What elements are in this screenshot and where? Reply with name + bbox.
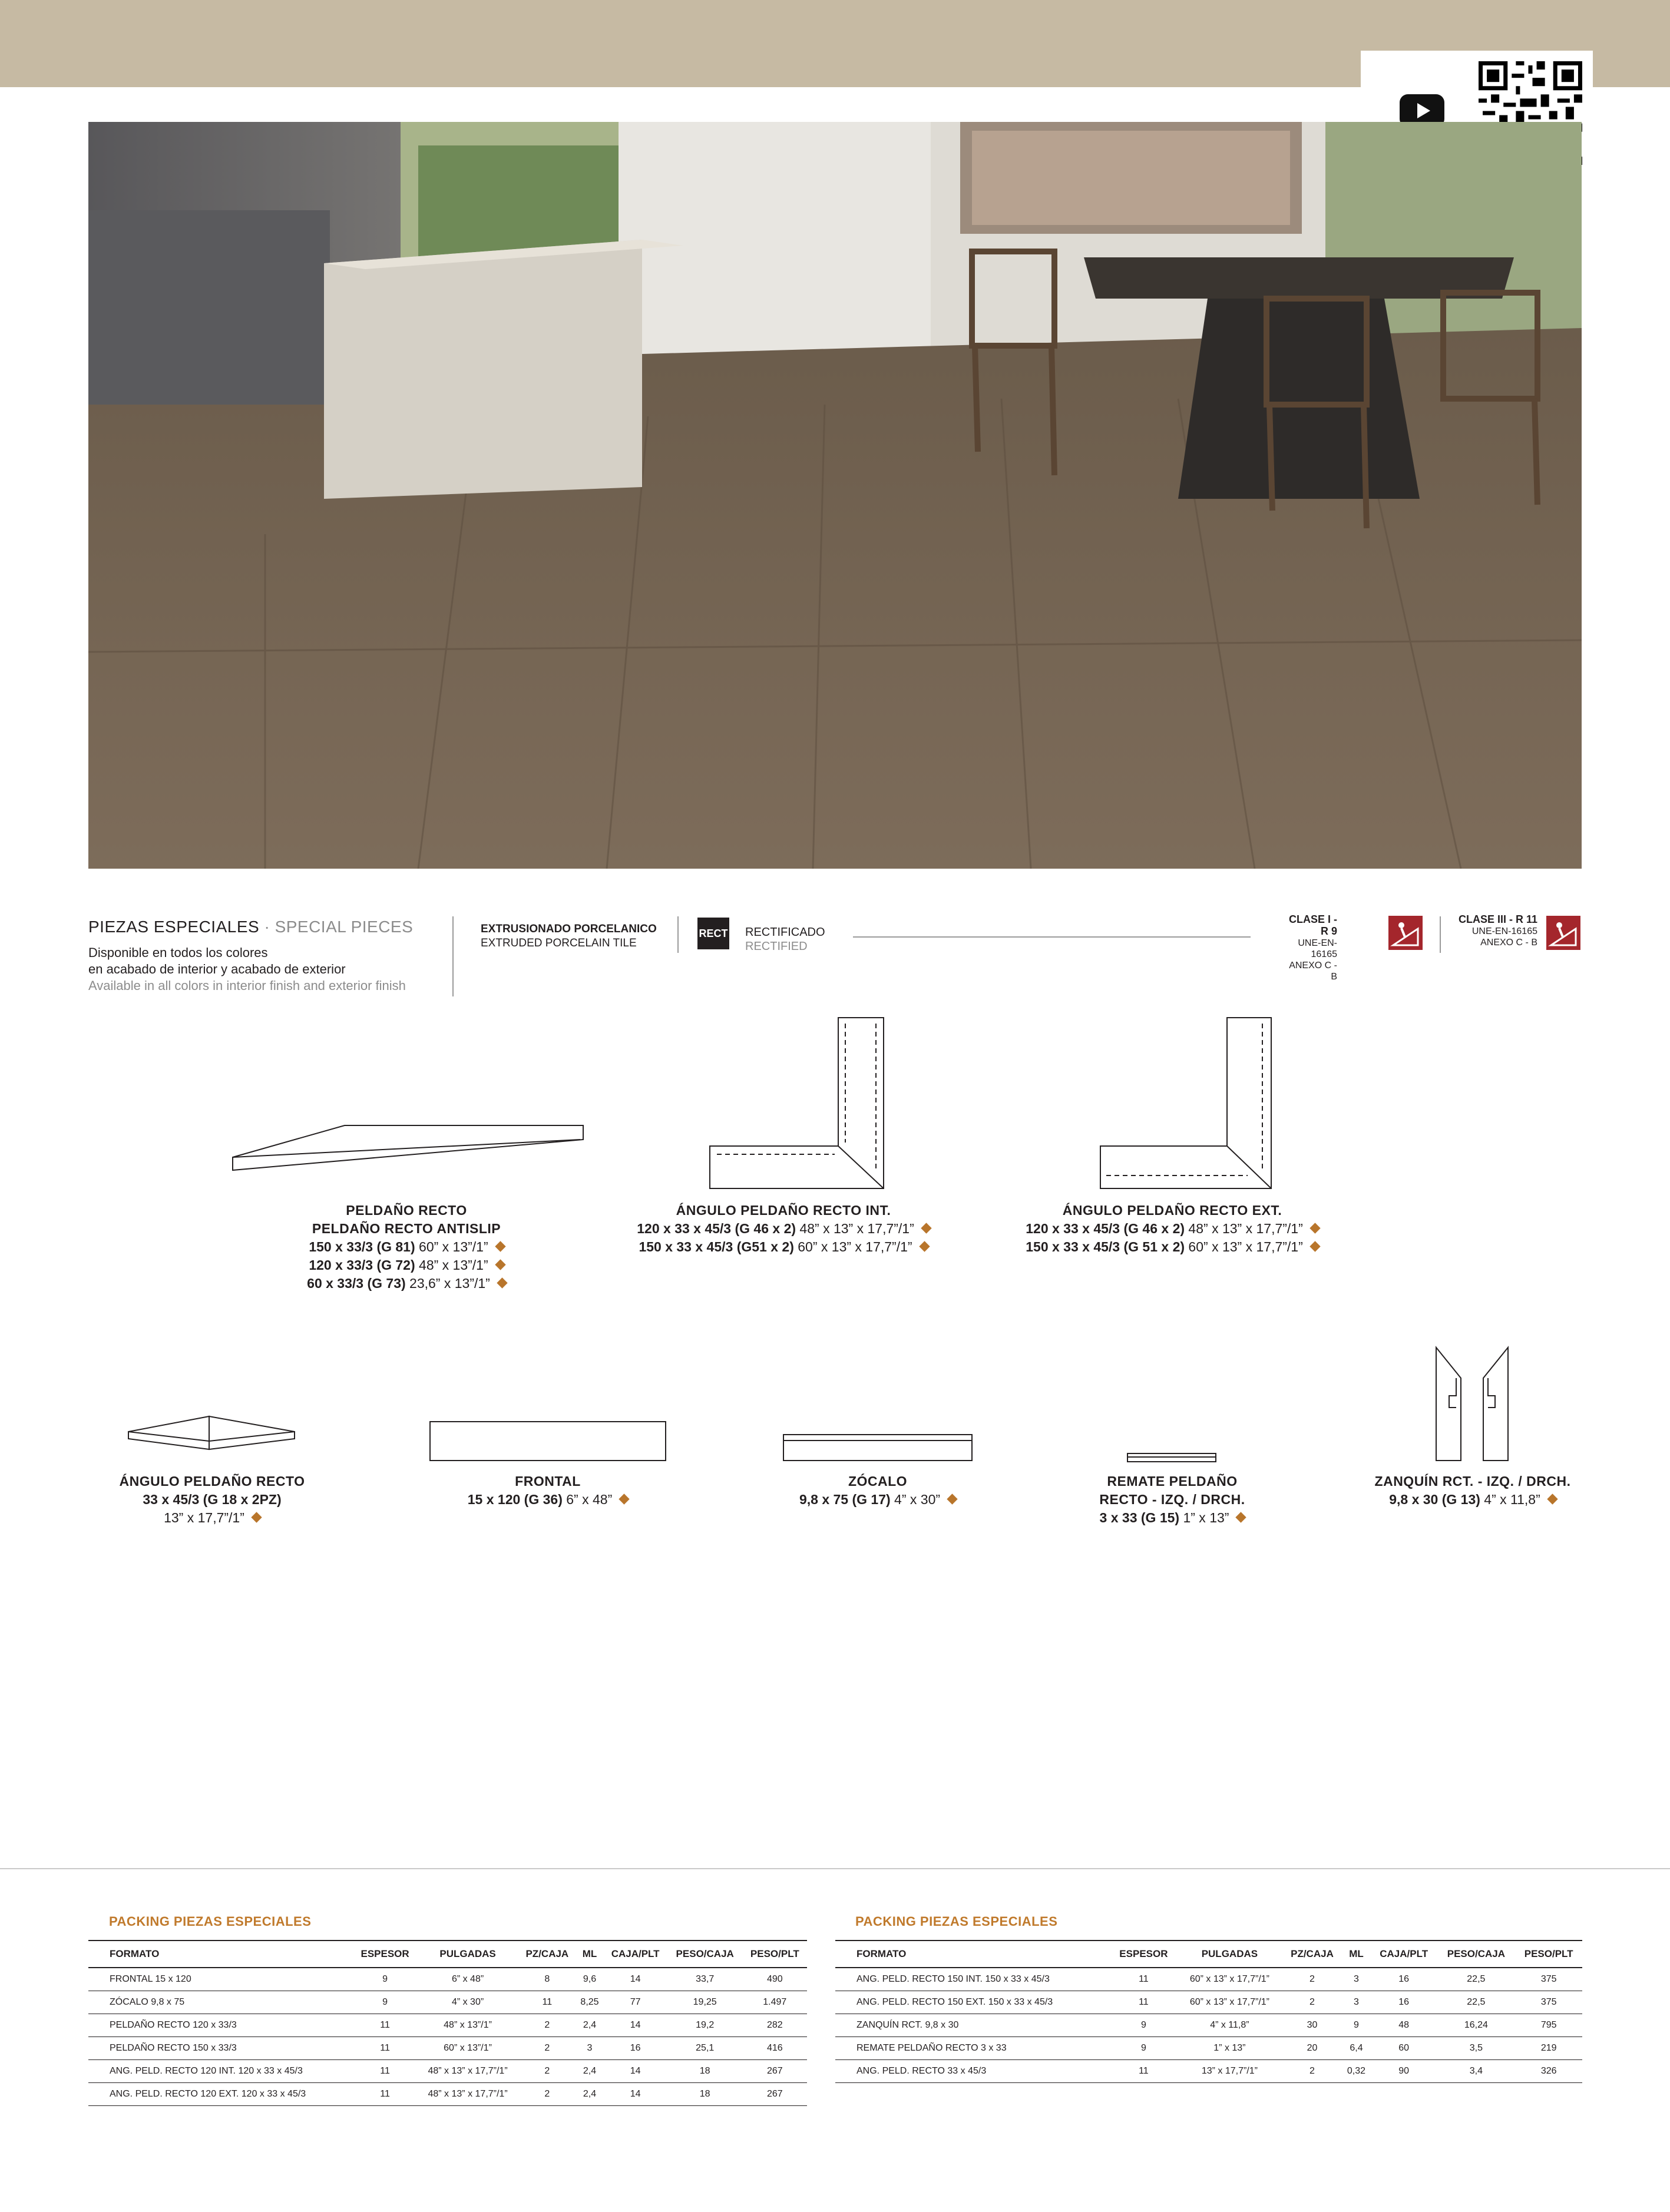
table-cell: 77 — [604, 1991, 667, 2014]
table-cell: 2 — [1282, 1991, 1342, 2014]
angulo-recto-drawing — [124, 1410, 300, 1458]
remate-drawing — [1126, 1452, 1218, 1464]
piece-dim — [730, 1491, 1025, 1509]
diamond-icon — [1547, 1494, 1557, 1505]
zocalo-drawing — [782, 1433, 974, 1463]
piece-dim-cm: 120 x 33 x 45/3 (G 46 x 2) — [1026, 1221, 1185, 1236]
clase1-annex: ANEXO C - B — [1289, 961, 1337, 982]
piece-dim-in: 13” x 17,7”/1” — [164, 1510, 244, 1525]
table-row — [835, 1968, 1582, 1991]
table-cell: 30 — [1282, 2014, 1342, 2037]
rect-badge: RECT — [697, 918, 729, 949]
column-header: FORMATO — [835, 1941, 1110, 1968]
piece-remate — [1025, 1472, 1320, 1527]
piece-dim — [619, 1238, 948, 1256]
clase3-norm: UNE-EN-16165 — [1471, 926, 1537, 936]
diamond-icon — [921, 1223, 931, 1234]
piece-dim-in: 1” x 13” — [1179, 1510, 1229, 1525]
column-header: PESO/PLT — [743, 1941, 807, 1968]
table-cell: 60 — [1371, 2037, 1437, 2060]
packing-table-right — [835, 1940, 1582, 2083]
table-cell: 14 — [604, 2083, 667, 2106]
piece-angulo-recto — [59, 1472, 365, 1527]
piece-zanquin — [1314, 1472, 1632, 1509]
extruded-es: EXTRUSIONADO PORCELANICO — [481, 923, 657, 935]
piece-dim — [259, 1256, 554, 1274]
table-cell: 11 — [1110, 1991, 1177, 2014]
piece-dim-cm: 60 x 33/3 (G 73) — [307, 1276, 406, 1291]
piece-dim-cm: 15 x 120 (G 36) — [467, 1492, 563, 1507]
table-cell: 2 — [518, 2060, 576, 2083]
zanquin-drawing — [1431, 1343, 1514, 1463]
table-cell: 8 — [518, 1968, 576, 1991]
table-cell: 3,5 — [1437, 2037, 1515, 2060]
table-cell: 19,25 — [667, 1991, 743, 2014]
column-header: ESPESOR — [1110, 1941, 1177, 1968]
header-rule — [853, 936, 1251, 938]
column-header: ML — [576, 1941, 603, 1968]
rectified-en: RECTIFIED — [745, 940, 808, 953]
table-cell: 33,7 — [667, 1968, 743, 1991]
table-cell: 14 — [604, 2060, 667, 2083]
piece-dim-in: 6” x 48” — [562, 1492, 613, 1507]
table-cell: 11 — [353, 2083, 417, 2106]
table-cell: 2,4 — [576, 2014, 603, 2037]
table-cell: 22,5 — [1437, 1968, 1515, 1991]
piece-name: REMATE PELDAÑO — [1107, 1473, 1238, 1489]
piece-dim — [1007, 1220, 1337, 1238]
piece-peldano-recto — [259, 1201, 554, 1293]
table-cell: ANG. PELD. RECTO 120 EXT. 120 x 33 x 45/3 — [88, 2083, 353, 2106]
piece-name: ZÓCALO — [848, 1473, 908, 1489]
table-cell: 60” x 13” x 17,7”/1” — [1177, 1968, 1282, 1991]
piece-dim — [1025, 1509, 1320, 1527]
piece-angulo-int — [619, 1201, 948, 1256]
table-cell: 16,24 — [1437, 2014, 1515, 2037]
table-cell: 9 — [1110, 2014, 1177, 2037]
packing-title-right: PACKING PIEZAS ESPECIALES — [855, 1914, 1058, 1929]
piece-dim-in: 60” x 13”/1” — [415, 1239, 488, 1254]
table-cell: 48” x 13” x 17,7”/1” — [417, 2083, 518, 2106]
piece-dim-in: 4” x 30” — [890, 1492, 941, 1507]
table-cell: 14 — [604, 2014, 667, 2037]
table-cell: ANG. PELD. RECTO 150 EXT. 150 x 33 x 45/3 — [835, 1991, 1110, 2014]
table-cell: 48” x 13”/1” — [417, 2014, 518, 2037]
piece-name: RECTO - IZQ. / DRCH. — [1099, 1492, 1245, 1507]
piece-dim-in: 48” x 13”/1” — [415, 1257, 488, 1273]
table-cell: 3 — [576, 2037, 603, 2060]
table-cell: 20 — [1282, 2037, 1342, 2060]
slip-class-3 — [1443, 914, 1537, 948]
table-cell: 16 — [604, 2037, 667, 2060]
piece-dim-cm: 3 x 33 (G 15) — [1099, 1510, 1180, 1525]
table-cell: 11 — [1110, 1968, 1177, 1991]
table-cell: 25,1 — [667, 2037, 743, 2060]
angulo-ext-drawing — [1094, 1012, 1283, 1194]
section-title — [88, 918, 413, 936]
table-cell: 13” x 17,7”/1” — [1177, 2060, 1282, 2083]
clase3-title: CLASE III - R 11 — [1458, 913, 1537, 925]
table-row — [88, 1991, 807, 2014]
table-cell: 490 — [743, 1968, 807, 1991]
table-header-row — [88, 1941, 807, 1968]
slip-resistance-icon — [1388, 916, 1423, 950]
table-cell: 11 — [353, 2060, 417, 2083]
diamond-icon — [1309, 1241, 1320, 1252]
diamond-icon — [495, 1241, 505, 1252]
packing-table-left — [88, 1940, 807, 2106]
table-cell: REMATE PELDAÑO RECTO 3 x 33 — [835, 2037, 1110, 2060]
diamond-icon — [947, 1494, 957, 1505]
piece-dim — [59, 1491, 365, 1509]
table-cell: 219 — [1515, 2037, 1582, 2060]
packing-title-left: PACKING PIEZAS ESPECIALES — [109, 1914, 312, 1929]
piece-dim-cm: 150 x 33 x 45/3 (G51 x 2) — [639, 1239, 794, 1254]
table-cell: 6” x 48” — [417, 1968, 518, 1991]
table-row — [88, 2083, 807, 2106]
availability-note — [88, 945, 442, 994]
table-cell: 6,4 — [1342, 2037, 1371, 2060]
table-cell: 8,25 — [576, 1991, 603, 2014]
piece-name: FRONTAL — [515, 1473, 581, 1489]
section-title-es: PIEZAS ESPECIALES — [88, 918, 260, 936]
piece-dim-in: 48” x 13” x 17,7”/1” — [1185, 1221, 1303, 1236]
column-header: ML — [1342, 1941, 1371, 1968]
table-cell: 4” x 11,8” — [1177, 2014, 1282, 2037]
piece-dim-in: 60” x 13” x 17,7”/1” — [793, 1239, 912, 1254]
table-cell: 1” x 13” — [1177, 2037, 1282, 2060]
piece-dim-in: 48” x 13” x 17,7”/1” — [796, 1221, 914, 1236]
piece-dim-cm: 120 x 33/3 (G 72) — [309, 1257, 415, 1273]
piece-dim-cm: 33 x 45/3 (G 18 x 2PZ) — [143, 1492, 282, 1507]
table-cell: 2 — [518, 2083, 576, 2106]
piece-dim — [59, 1509, 365, 1527]
piece-dim — [1007, 1238, 1337, 1256]
table-cell: 4” x 30” — [417, 1991, 518, 2014]
extruded-en: EXTRUDED PORCELAIN TILE — [481, 937, 637, 949]
table-cell: ANG. PELD. RECTO 120 INT. 120 x 33 x 45/3 — [88, 2060, 353, 2083]
table-cell: 267 — [743, 2060, 807, 2083]
table-row — [88, 2060, 807, 2083]
clase1-title: CLASE I - R 9 — [1288, 913, 1337, 937]
table-cell: FRONTAL 15 x 120 — [88, 1968, 353, 1991]
table-cell: ZANQUÍN RCT. 9,8 x 30 — [835, 2014, 1110, 2037]
table-cell: ANG. PELD. RECTO 150 INT. 150 x 33 x 45/3 — [835, 1968, 1110, 1991]
vertical-divider — [1440, 916, 1441, 953]
table-cell: PELDAÑO RECTO 120 x 33/3 — [88, 2014, 353, 2037]
table-cell: 11 — [353, 2037, 417, 2060]
peldano-recto-drawing — [227, 1122, 592, 1175]
piece-name: PELDAÑO RECTO — [346, 1203, 467, 1218]
table-cell: 48” x 13” x 17,7”/1” — [417, 2060, 518, 2083]
table-cell: 9,6 — [576, 1968, 603, 1991]
table-cell: 282 — [743, 2014, 807, 2037]
table-cell: ZÓCALO 9,8 x 75 — [88, 1991, 353, 2014]
interior-scene — [88, 122, 1582, 869]
column-header: PULGADAS — [417, 1941, 518, 1968]
extruded-label — [481, 922, 657, 951]
piece-name: ZANQUÍN RCT. - IZQ. / DRCH. — [1374, 1473, 1571, 1489]
table-cell: 375 — [1515, 1991, 1582, 2014]
column-header: CAJA/PLT — [1371, 1941, 1437, 1968]
vertical-divider — [677, 916, 679, 953]
table-cell: 1.497 — [743, 1991, 807, 2014]
table-cell: 2 — [1282, 1968, 1342, 1991]
piece-dim — [1314, 1491, 1632, 1509]
frontal-drawing — [429, 1420, 668, 1463]
table-cell: 16 — [1371, 1968, 1437, 1991]
table-row — [835, 2014, 1582, 2037]
table-cell: 60” x 13”/1” — [417, 2037, 518, 2060]
table-cell: 11 — [353, 2014, 417, 2037]
table-header-row — [835, 1941, 1582, 1968]
table-cell: 326 — [1515, 2060, 1582, 2083]
diamond-icon — [619, 1494, 630, 1505]
table-cell: 9 — [1110, 2037, 1177, 2060]
table-cell: ANG. PELD. RECTO 33 x 45/3 — [835, 2060, 1110, 2083]
piece-frontal — [401, 1472, 695, 1509]
angulo-int-drawing — [704, 1012, 892, 1194]
piece-angulo-ext — [1007, 1201, 1337, 1256]
table-cell: 14 — [604, 1968, 667, 1991]
table-cell: 3 — [1342, 1991, 1371, 2014]
slip-class-1 — [1284, 914, 1337, 982]
diamond-icon — [497, 1278, 507, 1289]
piece-dim-in: 23,6” x 13”/1” — [405, 1276, 490, 1291]
footer-rule — [0, 1868, 1670, 1869]
diamond-icon — [1309, 1223, 1320, 1234]
table-cell: 19,2 — [667, 2014, 743, 2037]
table-row — [88, 2014, 807, 2037]
table-cell: 9 — [353, 1991, 417, 2014]
diamond-icon — [919, 1241, 930, 1252]
table-cell: 11 — [518, 1991, 576, 2014]
slip-resistance-icon — [1546, 916, 1580, 950]
table-cell: 60” x 13” x 17,7”/1” — [1177, 1991, 1282, 2014]
table-cell: 18 — [667, 2083, 743, 2106]
table-cell: 416 — [743, 2037, 807, 2060]
rectified-es: RECTIFICADO — [745, 926, 825, 939]
column-header: CAJA/PLT — [604, 1941, 667, 1968]
vertical-divider — [452, 916, 454, 996]
section-title-en: SPECIAL PIECES — [275, 918, 414, 936]
table-cell: 2,4 — [576, 2083, 603, 2106]
clase3-annex: ANEXO C - B — [1480, 938, 1537, 948]
table-cell: 375 — [1515, 1968, 1582, 1991]
piece-dim — [619, 1220, 948, 1238]
column-header: PESO/CAJA — [1437, 1941, 1515, 1968]
table-cell: 795 — [1515, 2014, 1582, 2037]
column-header: ESPESOR — [353, 1941, 417, 1968]
availability-es-line2: en acabado de interior y acabado de exterior — [88, 962, 346, 976]
column-header: PZ/CAJA — [518, 1941, 576, 1968]
table-row — [835, 1991, 1582, 2014]
table-cell: 267 — [743, 2083, 807, 2106]
table-row — [835, 2060, 1582, 2083]
piece-name: ÁNGULO PELDAÑO RECTO EXT. — [1062, 1203, 1282, 1218]
piece-dim-in: 60” x 13” x 17,7”/1” — [1185, 1239, 1303, 1254]
table-cell: 2 — [518, 2037, 576, 2060]
table-cell: 9 — [353, 1968, 417, 1991]
table-row — [835, 2037, 1582, 2060]
piece-zocalo — [730, 1472, 1025, 1509]
table-cell: PELDAÑO RECTO 150 x 33/3 — [88, 2037, 353, 2060]
piece-dim — [259, 1274, 554, 1293]
clase1-norm: UNE-EN-16165 — [1298, 938, 1337, 959]
piece-dim-cm: 9,8 x 75 (G 17) — [799, 1492, 891, 1507]
piece-dim-cm: 9,8 x 30 (G 13) — [1389, 1492, 1480, 1507]
table-cell: 3 — [1342, 1968, 1371, 1991]
availability-es-line1: Disponible en todos los colores — [88, 945, 268, 960]
table-cell: 2,4 — [576, 2060, 603, 2083]
piece-name: ÁNGULO PELDAÑO RECTO — [119, 1473, 305, 1489]
table-cell: 3,4 — [1437, 2060, 1515, 2083]
availability-en: Available in all colors in interior finish and exterior finish — [88, 978, 406, 993]
piece-dim-cm: 120 x 33 x 45/3 (G 46 x 2) — [637, 1221, 796, 1236]
table-row — [88, 1968, 807, 1991]
table-cell: 22,5 — [1437, 1991, 1515, 2014]
table-cell: 9 — [1342, 2014, 1371, 2037]
piece-dim-cm: 150 x 33 x 45/3 (G 51 x 2) — [1026, 1239, 1185, 1254]
table-cell: 48 — [1371, 2014, 1437, 2037]
table-cell: 2 — [1282, 2060, 1342, 2083]
column-header: PESO/CAJA — [667, 1941, 743, 1968]
table-cell: 18 — [667, 2060, 743, 2083]
piece-dim-cm: 150 x 33/3 (G 81) — [309, 1239, 415, 1254]
piece-dim — [259, 1238, 554, 1256]
piece-dim-in: 4” x 11,8” — [1480, 1492, 1540, 1507]
diamond-icon — [1236, 1512, 1246, 1523]
table-cell: 90 — [1371, 2060, 1437, 2083]
table-cell: 0,32 — [1342, 2060, 1371, 2083]
table-cell: 11 — [1110, 2060, 1177, 2083]
table-cell: 16 — [1371, 1991, 1437, 2014]
piece-dim — [401, 1491, 695, 1509]
diamond-icon — [495, 1260, 505, 1270]
table-cell: 2 — [518, 2014, 576, 2037]
column-header: PZ/CAJA — [1282, 1941, 1342, 1968]
interior-photo — [88, 122, 1582, 869]
rectified-label — [745, 925, 825, 953]
column-header: PESO/PLT — [1515, 1941, 1582, 1968]
section-title-sep: · — [259, 918, 275, 936]
column-header: PULGADAS — [1177, 1941, 1282, 1968]
piece-name: PELDAÑO RECTO ANTISLIP — [312, 1221, 501, 1236]
column-header: FORMATO — [88, 1941, 353, 1968]
table-row — [88, 2037, 807, 2060]
diamond-icon — [251, 1512, 262, 1523]
piece-name: ÁNGULO PELDAÑO RECTO INT. — [676, 1203, 891, 1218]
